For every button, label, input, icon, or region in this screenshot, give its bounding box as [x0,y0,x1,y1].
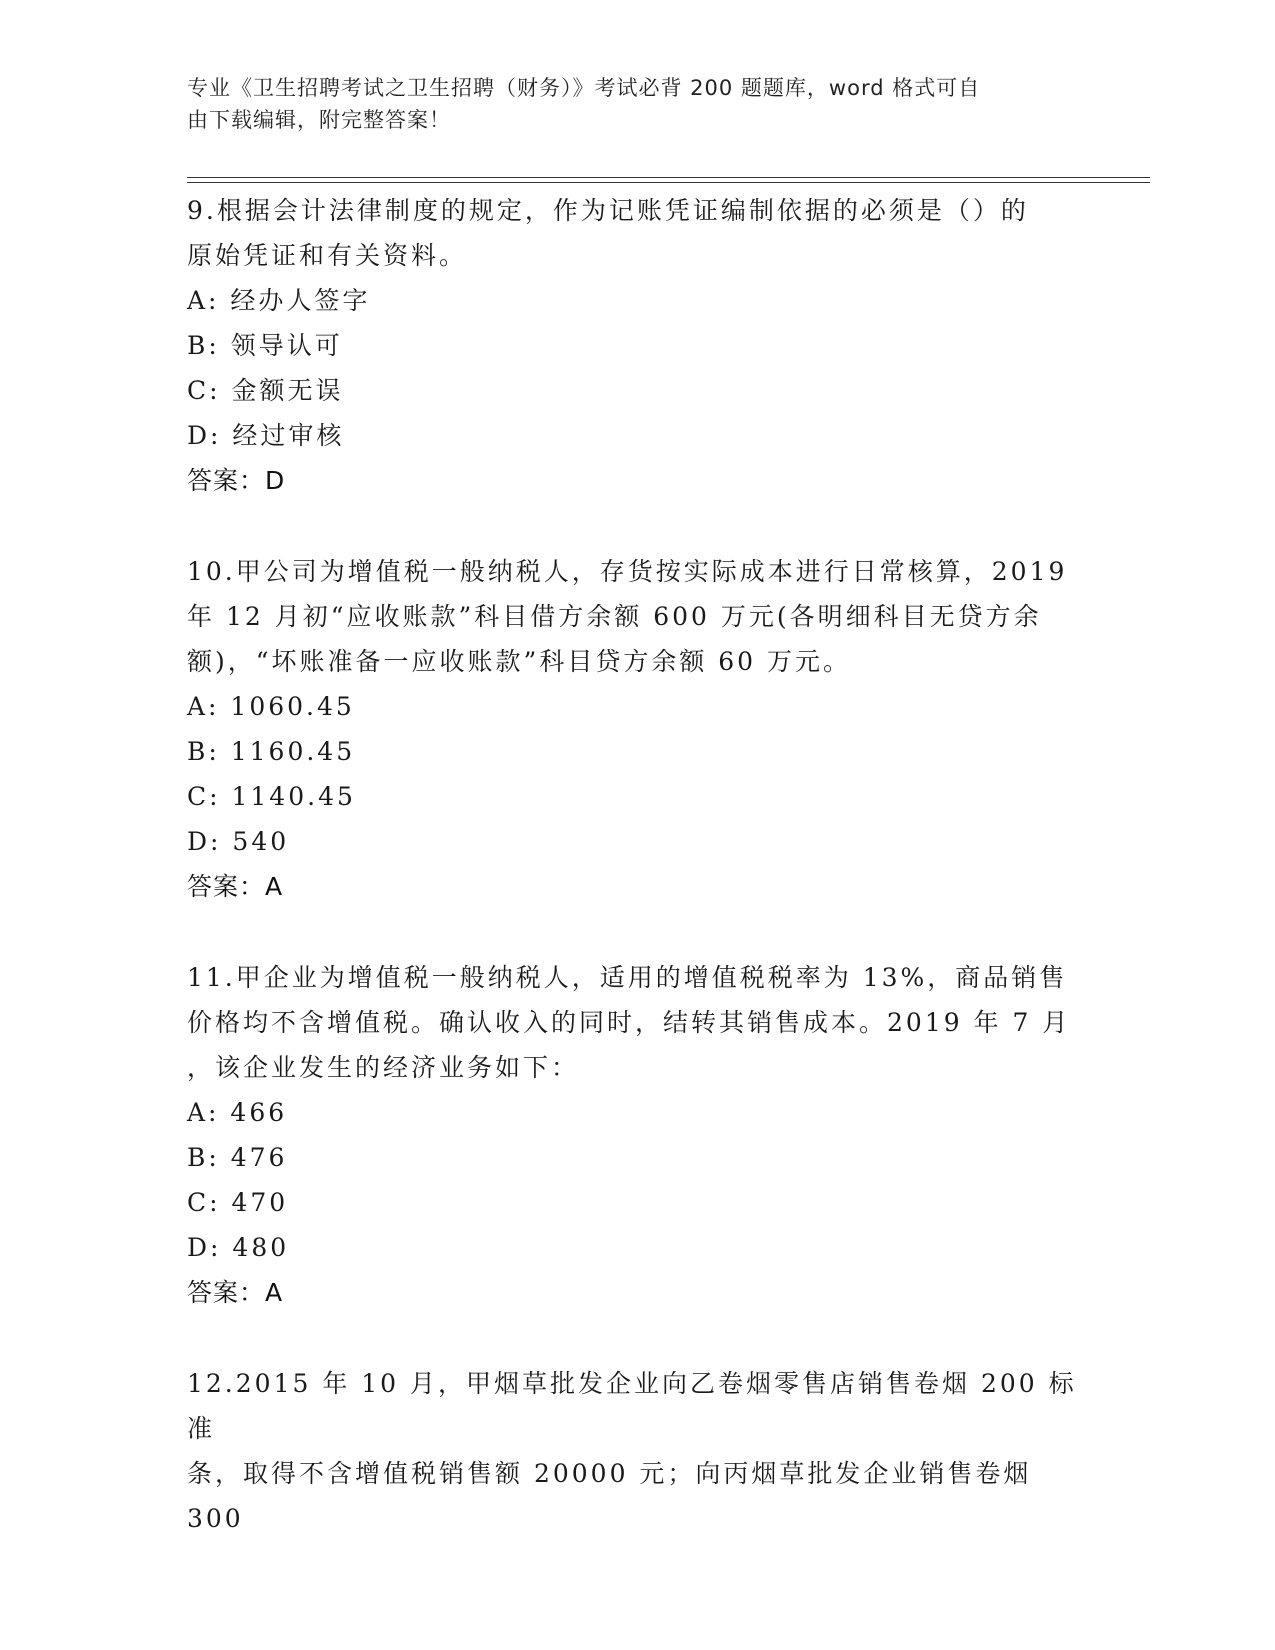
header-divider-bottom [187,182,1150,183]
question-stem-line: 12.2015 年 10 月，甲烟草批发企业向乙卷烟零售店销售卷烟 200 标准 [187,1369,1077,1443]
answer-line: 答案：A [187,1278,284,1307]
question-stem-line: 原始凭证和有关资料。 [187,241,468,270]
question-list [187,188,1087,1587]
answer-line: 答案：D [187,466,286,495]
question-stem-line: 10.甲公司为增值税一般纳税人，存货按实际成本进行日常核算，2019 [187,557,1068,586]
question-stem-line: ，该企业发生的经济业务如下： [187,1053,580,1082]
question-stem-line: 年 12 月初“应收账款”科目借方余额 600 万元(各明细科目无贷方余 [187,602,1042,631]
header-divider-top [187,177,1150,178]
option-b: B: 476 [187,1143,288,1172]
question-stem-line: 额)，“坏账准备一应收账款”科目贷方余额 60 万元。 [187,647,852,676]
document-header [187,72,1067,136]
option-b: B: 领导认可 [187,331,343,360]
option-c: C: 470 [187,1188,289,1217]
question-9 [187,188,1087,503]
option-c: C: 1140.45 [187,782,356,811]
option-d: D: 480 [187,1233,290,1262]
header-line-2: 由下载编辑，附完整答案！ [187,108,451,132]
option-d: D: 540 [187,827,290,856]
question-10 [187,549,1087,909]
question-stem-line: 9.根据会计法律制度的规定，作为记账凭证编制依据的必须是（）的 [187,196,1029,225]
question-stem-line: 11.甲企业为增值税一般纳税人，适用的增值税税率为 13%，商品销售 [187,963,1068,992]
header-line-1: 专业《卫生招聘考试之卫生招聘（财务）》考试必背 200 题题库，word 格式可自 [187,76,981,100]
answer-line: 答案：A [187,872,284,901]
question-12 [187,1361,1087,1541]
option-a: A: 466 [187,1098,288,1127]
option-b: B: 1160.45 [187,737,356,766]
option-d: D: 经过审核 [187,421,345,450]
option-a: A: 经办人签字 [187,286,371,315]
option-a: A: 1060.45 [187,692,355,721]
question-11 [187,955,1087,1315]
question-stem-line: 价格均不含增值税。确认收入的同时，结转其销售成本。2019 年 7 月 [187,1008,1071,1037]
option-c: C: 金额无误 [187,376,344,405]
question-stem-line: 条，取得不含增值税销售额 20000 元；向丙烟草批发企业销售卷烟 300 [187,1459,1032,1533]
